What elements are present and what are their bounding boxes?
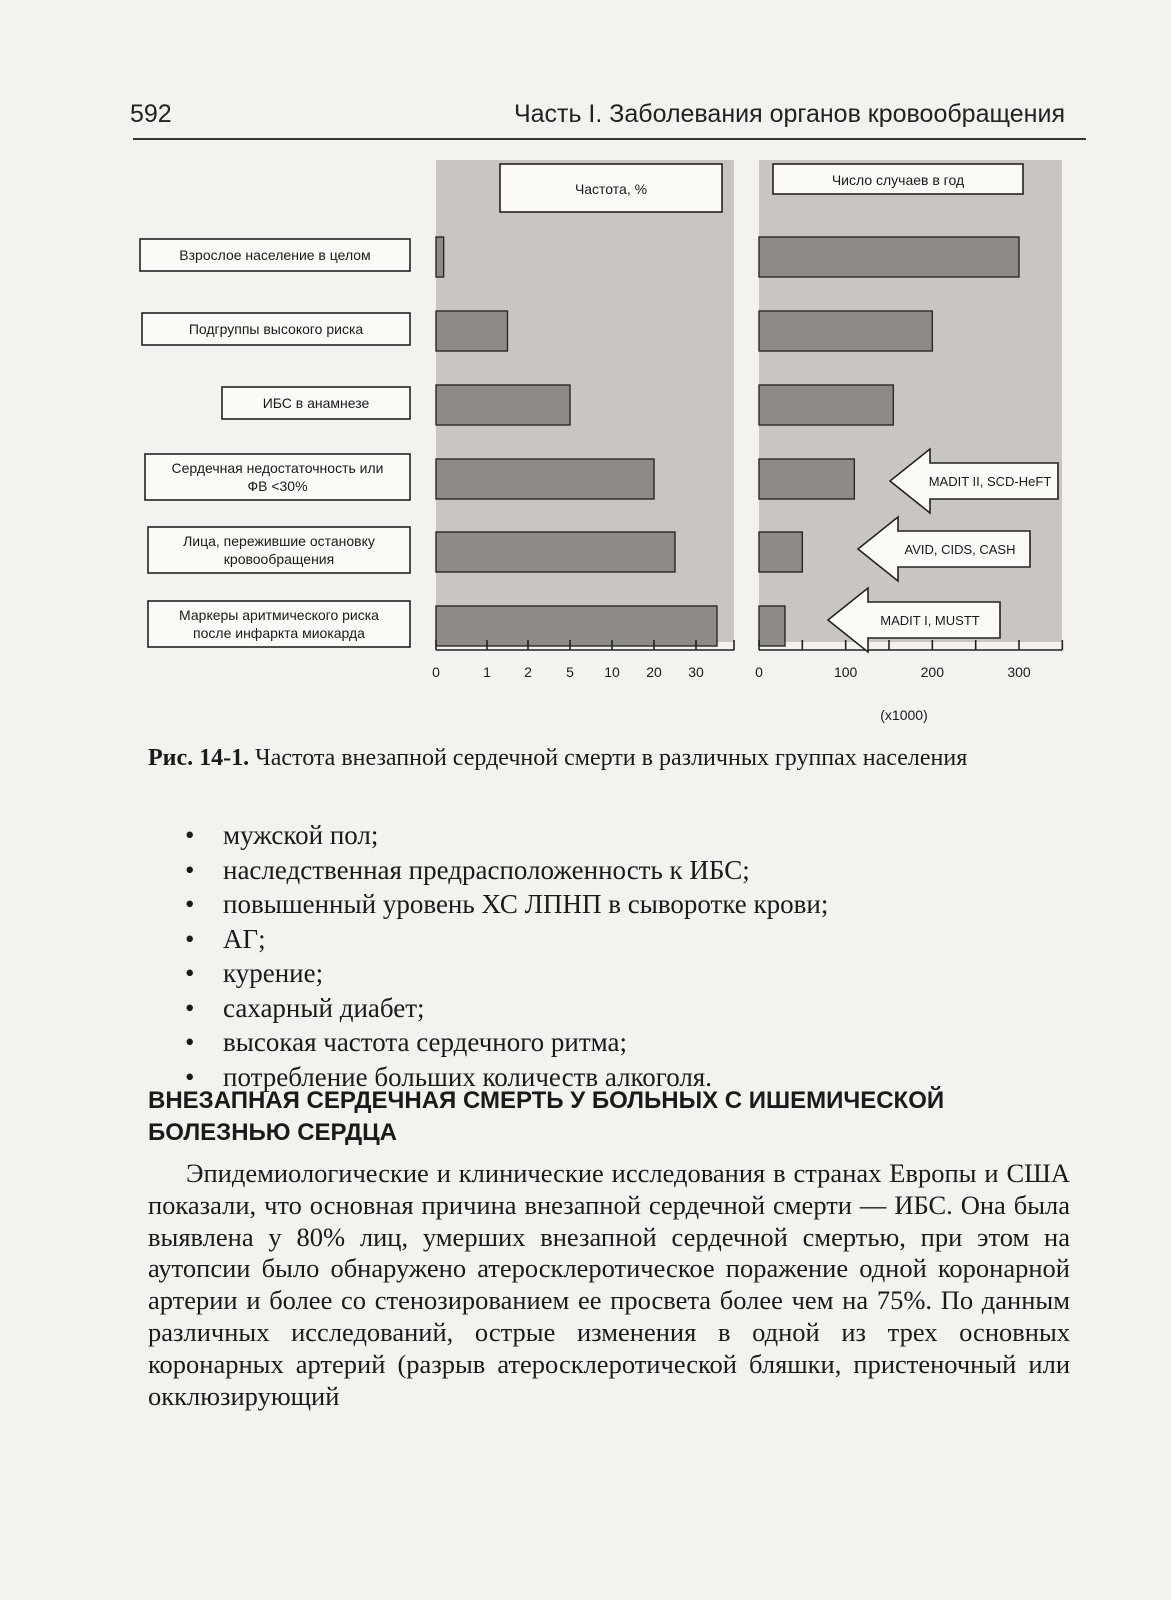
category-label: Взрослое население в целом	[179, 247, 371, 263]
body-paragraph-text: Эпидемиологические и клинические исследования в странах Европы и США показали, что основная причина внезапной сердечной смерти — ИБС. Она была выявлена у 80% лиц, умерших внезапной сердечной смертью, при этом на аутопсии было обнаружено атеросклеротическое поражение одной коронарной артерии и более со стенозированием ее просвета более чем на 75%. По данным различных исследований, острые изменения в одной из трех основных коронарных артерий (разрыв атеросклеротической бляшки, пристеночный или окклюзирующий	[148, 1158, 1070, 1411]
figure-caption	[148, 745, 967, 772]
list-item: • повышенный уровень ХС ЛПНП в сыворотке крови;	[185, 887, 828, 922]
category-label: ИБС в анамнезе	[262, 395, 370, 411]
cases-tick-label: 300	[1007, 664, 1031, 680]
frequency-tick-label: 0	[432, 664, 440, 680]
category-label: после инфаркта миокарда	[193, 625, 365, 641]
list-item: • наследственная предрасположенность к ИБС;	[185, 853, 828, 888]
cases-axis-unit-label: (x1000)	[880, 707, 928, 723]
frequency-bar	[436, 385, 570, 425]
list-item: • сахарный диабет;	[185, 991, 828, 1026]
frequency-bar	[436, 532, 675, 572]
risk-factor-list	[185, 818, 828, 1094]
cases-bar	[759, 311, 932, 351]
list-item: • высокая частота сердечного ритма;	[185, 1025, 828, 1060]
section-heading: ВНЕЗАПНАЯ СЕРДЕЧНАЯ СМЕРТЬ У БОЛЬНЫХ С ИШЕМИЧЕСКОЙ БОЛЕЗНЬЮ СЕРДЦА	[148, 1087, 945, 1146]
frequency-bar	[436, 606, 717, 646]
page-number: 592	[130, 100, 172, 128]
frequency-tick-label: 20	[646, 664, 662, 680]
cases-bar	[759, 459, 854, 499]
category-label: Лица, пережившие остановку	[183, 533, 375, 549]
frequency-tick-label: 1	[483, 664, 491, 680]
category-label: Сердечная недостаточность или	[171, 460, 384, 476]
figure-14-1-chart	[130, 160, 1070, 735]
frequency-bar	[436, 459, 654, 499]
category-label: Маркеры аритмического риска	[179, 607, 379, 623]
cases-tick-label: 100	[833, 664, 858, 680]
running-title: Часть I. Заболевания органов кровообращения	[513, 100, 1065, 128]
body-paragraph	[148, 1158, 1070, 1412]
cases-tick-label: 200	[920, 664, 945, 680]
annotation-label: MADIT II, SCD-HeFT	[928, 474, 1052, 489]
list-item: • курение;	[185, 956, 828, 991]
cases-bar	[759, 385, 893, 425]
header-rule	[133, 138, 1086, 140]
frequency-tick-label: 2	[524, 664, 532, 680]
list-item: • мужской пол;	[185, 818, 828, 853]
list-item: • потребление больших количеств алкоголя.	[185, 1060, 828, 1095]
frequency-bar	[436, 237, 444, 277]
annotation-label: MADIT I, MUSTT	[880, 613, 980, 628]
frequency-bar	[436, 311, 508, 351]
figure-caption-text: Частота внезапной сердечной смерти в различных группах населения	[249, 745, 968, 771]
figure-caption-label: Рис. 14-1.	[148, 745, 250, 771]
annotation-label: AVID, CIDS, CASH	[904, 542, 1016, 557]
cases-bar	[759, 237, 1019, 277]
category-label: кровообращения	[223, 551, 335, 567]
cases-bar	[759, 606, 785, 646]
frequency-tick-label: 30	[688, 664, 704, 680]
panel-cases-title: Число случаев в год	[831, 172, 965, 188]
category-label: Подгруппы высокого риска	[188, 321, 364, 337]
list-item: • АГ;	[185, 922, 828, 957]
panel-frequency-title: Частота, %	[574, 181, 648, 197]
frequency-tick-label: 5	[566, 664, 574, 680]
cases-tick-label: 0	[755, 664, 763, 680]
cases-bar	[759, 532, 802, 572]
category-label: ФВ <30%	[247, 478, 308, 494]
frequency-tick-label: 10	[604, 664, 620, 680]
